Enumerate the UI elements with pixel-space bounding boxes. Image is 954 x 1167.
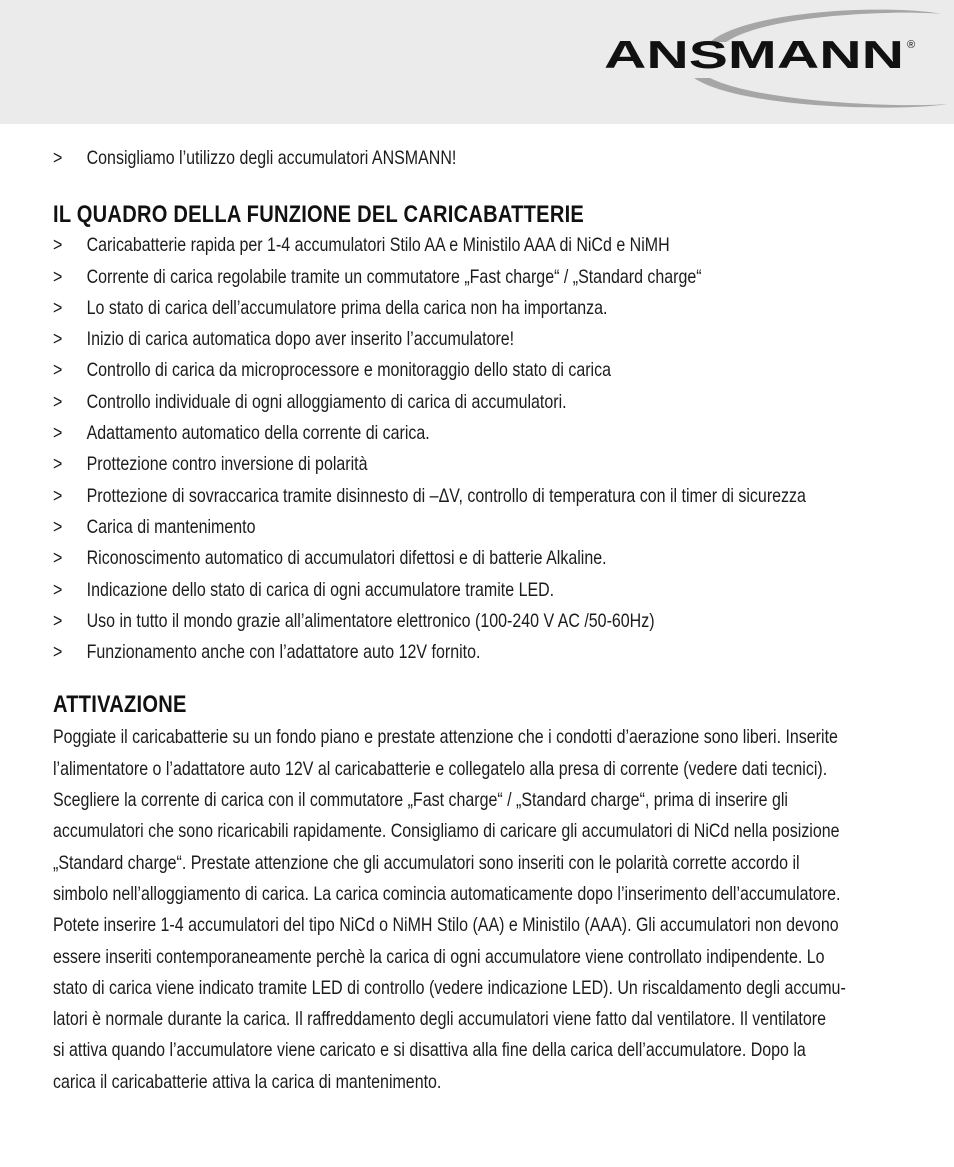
- paragraph-line: l’alimentatore o l’adattatore auto 12V al caricabatterie e collegatelo alla presa di corrente (vedere dati tecnici).: [53, 757, 828, 780]
- list-item: [53, 481, 912, 512]
- list-item: [53, 355, 912, 386]
- bullet-marker: >: [53, 328, 63, 351]
- header-band: [0, 0, 954, 124]
- bullet-text: Adattamento automatico della corrente di carica.: [86, 422, 430, 445]
- list-item: [53, 387, 912, 418]
- bullet-text: Prottezione contro inversione di polarità: [86, 453, 368, 476]
- paragraph-line: Scegliere la corrente di carica con il commutatore „Fast charge“ / „Standard charge“, prima di inserire gli: [53, 789, 788, 812]
- paragraph-line: Poggiate il caricabatterie su un fondo piano e prestate attenzione che i condotti d’aerazione sono liberi. Inserite: [53, 726, 838, 749]
- list-item: [53, 324, 912, 355]
- document-content: [53, 143, 846, 1098]
- bullet-text: Corrente di carica regolabile tramite un commutatore „Fast charge“ / „Standard charge“: [86, 265, 702, 288]
- list-item: [53, 230, 912, 261]
- bullet-marker: >: [53, 609, 63, 632]
- bullet-marker: >: [53, 547, 63, 570]
- list-item: [53, 512, 912, 543]
- bullet-text: Lo stato di carica dell’accumulatore prima della carica non ha importanza.: [86, 296, 608, 319]
- bullet-text: Prottezione di sovraccarica tramite disinnesto di –ΔV, controllo di temperatura con il timer di sicurezza: [86, 484, 806, 507]
- bullet-text: Inizio di carica automatica dopo aver inserito l’accumulatore!: [86, 328, 515, 351]
- paragraph-line: stato di carica viene indicato tramite LED di controllo (vedere indicazione LED). Un riscaldamento degli accumu-: [53, 976, 846, 999]
- bullet-marker: >: [53, 578, 63, 601]
- bullet-text: Uso in tutto il mondo grazie all’alimentatore elettronico (100-240 V AC /50-60Hz): [86, 609, 655, 632]
- bullet-text: Funzionamento anche con l’adattatore auto 12V fornito.: [86, 641, 481, 664]
- bullet-marker: >: [53, 359, 63, 382]
- bullet-marker: >: [53, 422, 63, 445]
- bullet-text: Indicazione dello stato di carica di ogni accumulatore tramite LED.: [86, 578, 555, 601]
- bullet-marker: >: [53, 296, 63, 319]
- paragraph-line: latori è normale durante la carica. Il raffreddamento degli accumulatori viene fatto dal ventilatore. Il ventilatore: [53, 1008, 826, 1031]
- paragraph-line: carica il caricabatterie attiva la carica di mantenimento.: [53, 1070, 442, 1093]
- paragraph-line: Potete inserire 1-4 accumulatori del tipo NiCd o NiMH Stilo (AA) e Ministilo (AAA). Gli accumulatori non devono: [53, 914, 839, 937]
- list-item: [53, 606, 912, 637]
- list-item: [53, 449, 912, 480]
- features-list: [53, 230, 912, 668]
- paragraph-line: accumulatori che sono ricaricabili rapidamente. Consigliamo di caricare gli accumulatori di NiCd nella posizione: [53, 820, 840, 843]
- logo-wordmark: ANSMANN: [604, 34, 904, 77]
- ansmann-logo: [598, 8, 950, 112]
- list-item: [53, 293, 912, 324]
- bullet-text: Controllo individuale di ogni alloggiamento di carica di accumulatori.: [86, 390, 567, 413]
- paragraph-line: simbolo nell’alloggiamento di carica. La carica comincia automaticamente dopo l’inserimento dell’accumulatore.: [53, 882, 841, 905]
- bullet-text: Caricabatterie rapida per 1-4 accumulatori Stilo AA e Ministilo AAA di NiCd e NiMH: [86, 234, 670, 257]
- bullet-marker: >: [53, 390, 63, 413]
- bullet-marker: >: [53, 147, 63, 169]
- paragraph-line: essere inseriti contemporaneamente perchè la carica di ogni accumulatore viene controllato indipendente. Lo: [53, 945, 825, 968]
- bullet-marker: >: [53, 515, 63, 538]
- intro-bullet: [53, 143, 912, 174]
- list-item: [53, 262, 912, 293]
- bullet-marker: >: [53, 641, 63, 664]
- bullet-text: Riconoscimento automatico di accumulatori difettosi e di batterie Alkaline.: [86, 547, 607, 570]
- bullet-marker: >: [53, 453, 63, 476]
- bullet-text: Carica di mantenimento: [86, 515, 256, 538]
- bullet-marker: >: [53, 484, 63, 507]
- list-item: [53, 637, 912, 668]
- paragraph-line: si attiva quando l’accumulatore viene caricato e si disattiva alla fine della carica dell’accumulatore. Dopo la: [53, 1039, 806, 1062]
- bullet-marker: >: [53, 234, 63, 257]
- activation-heading: ATTIVAZIONE: [53, 691, 187, 719]
- list-item: [53, 575, 912, 606]
- paragraph-line: „Standard charge“. Prestate attenzione che gli accumulatori sono inseriti con le polarità corrette accordo il: [53, 851, 800, 874]
- bullet-text: Controllo di carica da microprocessore e monitoraggio dello stato di carica: [86, 359, 611, 382]
- bullet-marker: >: [53, 265, 63, 288]
- bullet-text: Consigliamo l’utilizzo degli accumulatori ANSMANN!: [86, 147, 457, 169]
- list-item: [53, 418, 912, 449]
- registered-mark: ®: [907, 39, 916, 51]
- features-heading: IL QUADRO DELLA FUNZIONE DEL CARICABATTERIE: [53, 201, 585, 229]
- activation-paragraph: [53, 722, 912, 1098]
- list-item: [53, 543, 912, 574]
